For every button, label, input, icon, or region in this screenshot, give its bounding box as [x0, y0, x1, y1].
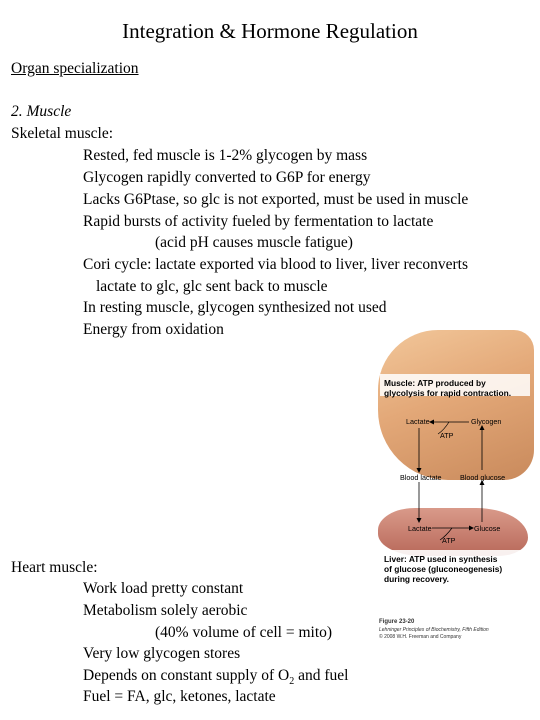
- liver-caption: during recovery.: [384, 574, 450, 584]
- page-title: Integration & Hormone Regulation: [122, 19, 418, 43]
- figure-number: Figure 23-20: [379, 619, 415, 625]
- atp-label: ATP: [442, 536, 456, 545]
- glucose-label: Glucose: [474, 524, 501, 533]
- heart-line: Fuel = FA, glc, ketones, lactate: [83, 688, 276, 705]
- heart-heading: Heart muscle:: [11, 559, 98, 576]
- skeletal-line: Energy from oxidation: [83, 321, 224, 338]
- atp-label: ATP: [440, 431, 454, 440]
- heart-line-text: Depends on constant supply of O: [83, 667, 290, 684]
- heart-line: (40% volume of cell = mito): [155, 624, 333, 641]
- heart-line: Work load pretty constant: [83, 580, 244, 597]
- section-heading: Organ specialization: [11, 60, 139, 77]
- lactate-label: Lactate: [406, 417, 430, 426]
- subsection-heading: 2. Muscle: [11, 103, 72, 120]
- blood-lactate-label: Blood lactate: [400, 473, 442, 482]
- skeletal-line: Lacks G6Ptase, so glc is not exported, must be used in muscle: [83, 191, 469, 208]
- heart-line-suffix: and fuel: [294, 667, 349, 684]
- skeletal-heading: Skeletal muscle:: [11, 125, 114, 142]
- figure-source: Lehninger Principles of Biochemistry, Fifth Edition: [379, 627, 489, 633]
- muscle-caption: glycolysis for rapid contraction.: [384, 388, 512, 398]
- subscript: 2: [289, 676, 295, 688]
- figure-copyright: © 2008 W.H. Freeman and Company: [379, 634, 462, 640]
- skeletal-line: Rested, fed muscle is 1-2% glycogen by mass: [83, 147, 368, 164]
- skeletal-line: Rapid bursts of activity fueled by fermentation to lactate: [83, 213, 434, 230]
- glycogen-label: Glycogen: [471, 417, 502, 426]
- liver-caption: of glucose (gluconeogenesis): [384, 564, 503, 574]
- lactate-label: Lactate: [408, 524, 432, 533]
- liver-caption: Liver: ATP used in synthesis: [384, 554, 498, 564]
- skeletal-line: Glycogen rapidly converted to G6P for energy: [83, 169, 371, 186]
- heart-line: Metabolism solely aerobic: [83, 602, 248, 619]
- heart-line: Very low glycogen stores: [83, 645, 241, 662]
- skeletal-line: lactate to glc, glc sent back to muscle: [96, 278, 328, 295]
- skeletal-line: In resting muscle, glycogen synthesized not used: [83, 299, 387, 316]
- blood-glucose-label: Blood glucose: [460, 473, 506, 482]
- skeletal-line: (acid pH causes muscle fatigue): [155, 234, 353, 251]
- muscle-caption: Muscle: ATP produced by: [384, 378, 486, 388]
- cori-cycle-figure: [374, 330, 534, 652]
- skeletal-line: Cori cycle: lactate exported via blood to liver, liver reconverts: [83, 256, 469, 273]
